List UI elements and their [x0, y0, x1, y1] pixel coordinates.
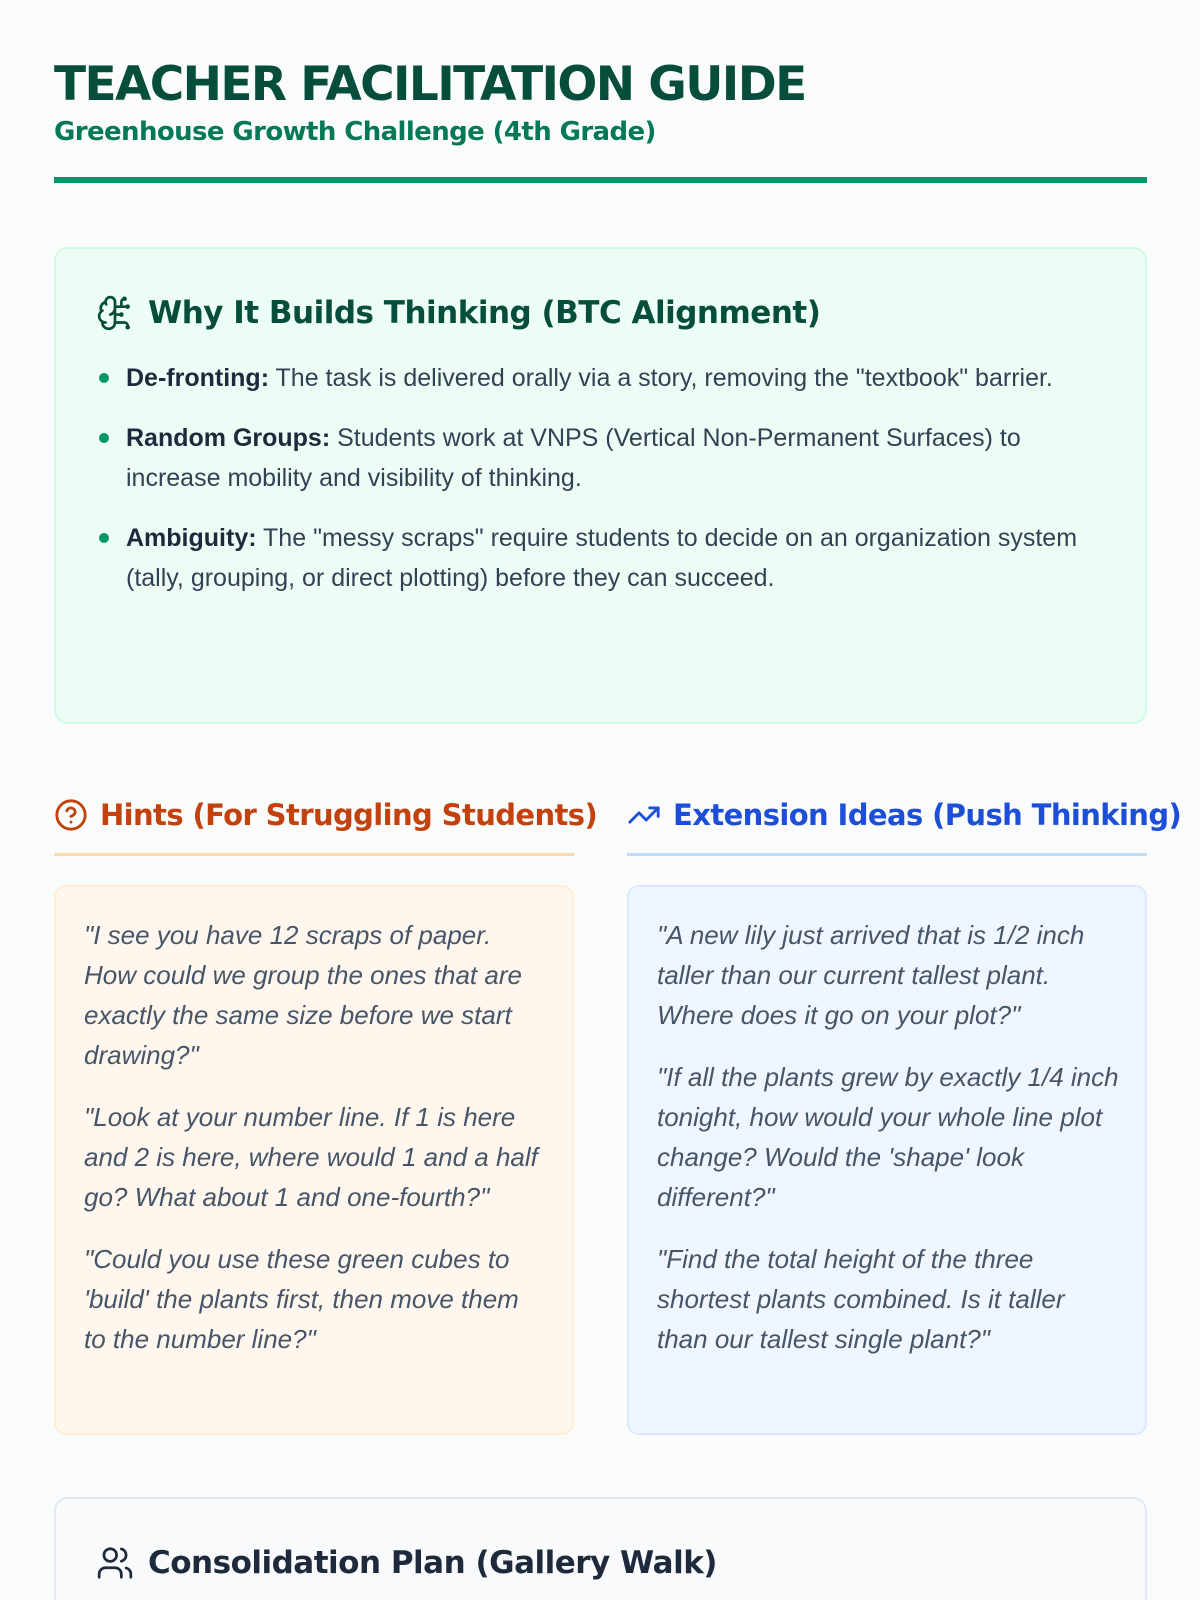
hint-quote: "Could you use these green cubes to 'build' the plants first, then move them to the number line?"	[84, 1244, 519, 1354]
btc-alignment-card	[54, 247, 1147, 724]
list-item-text: The task is delivered orally via a story, removing the "textbook" barrier.	[269, 364, 1053, 392]
hints-heading: Hints (For Struggling Students)	[100, 798, 598, 832]
extension-quote: "A new lily just arrived that is 1/2 inch taller than our current tallest plant. Where does it go on your plot?"	[657, 920, 1085, 1030]
trending-up-icon	[627, 798, 661, 832]
list-item-text: The "messy scraps" require students to decide on an organization system (tally, grouping, or direct plotting) before they can succeed.	[126, 524, 1078, 592]
list-item-term: De-fronting:	[126, 364, 270, 392]
extensions-divider	[627, 853, 1147, 856]
list-item	[96, 418, 1105, 498]
hints-header	[54, 790, 598, 840]
btc-list	[96, 358, 1105, 598]
list-item	[96, 358, 1105, 398]
header-divider	[54, 177, 1147, 183]
hints-divider	[54, 853, 574, 856]
bullet-dot	[99, 373, 109, 383]
btc-card-heading: Why It Builds Thinking (BTC Alignment)	[148, 295, 821, 331]
hint-quote: "I see you have 12 scraps of paper. How could we group the ones that are exactly the same size before we start drawing?"	[84, 920, 522, 1070]
guide-header	[54, 0, 1147, 183]
list-item	[96, 518, 1105, 598]
facilitation-guide	[54, 0, 1182, 1581]
brain-icon	[96, 294, 134, 332]
extensions-column	[627, 790, 1182, 1435]
list-item-text: Students work at VNPS (Vertical Non-Permanent Surfaces) to increase mobility and visibility of thinking.	[126, 424, 1021, 492]
consolidation-heading: Consolidation Plan (Gallery Walk)	[148, 1545, 717, 1581]
help-circle-icon	[54, 798, 88, 832]
page-subtitle: Greenhouse Growth Challenge (4th Grade)	[54, 117, 656, 147]
bullet-dot	[99, 533, 109, 543]
extensions-heading: Extension Ideas (Push Thinking)	[673, 798, 1182, 832]
hints-quote-box	[54, 885, 574, 1435]
btc-card-header	[96, 293, 1105, 333]
extension-quote: "If all the plants grew by exactly 1/4 inch tonight, how would your whole line plot change? Would the 'shape' look different?"	[657, 1062, 1119, 1212]
extensions-header	[627, 790, 1182, 840]
page-title: TEACHER FACILITATION GUIDE	[54, 57, 806, 112]
consolidation-card	[54, 1497, 1147, 1600]
extensions-quote-box	[627, 885, 1147, 1435]
users-icon	[96, 1544, 134, 1582]
consolidation-header	[96, 1543, 1105, 1583]
hints-column	[54, 790, 598, 1435]
list-item-term: Ambiguity:	[126, 524, 257, 552]
bullet-dot	[99, 433, 109, 443]
hint-quote: "Look at your number line. If 1 is here and 2 is here, where would 1 and a half go? What about 1 and one-fourth?"	[84, 1102, 538, 1212]
extension-quote: "Find the total height of the three shortest plants combined. Is it taller than our tallest single plant?"	[657, 1244, 1065, 1354]
list-item-term: Random Groups:	[126, 424, 331, 452]
